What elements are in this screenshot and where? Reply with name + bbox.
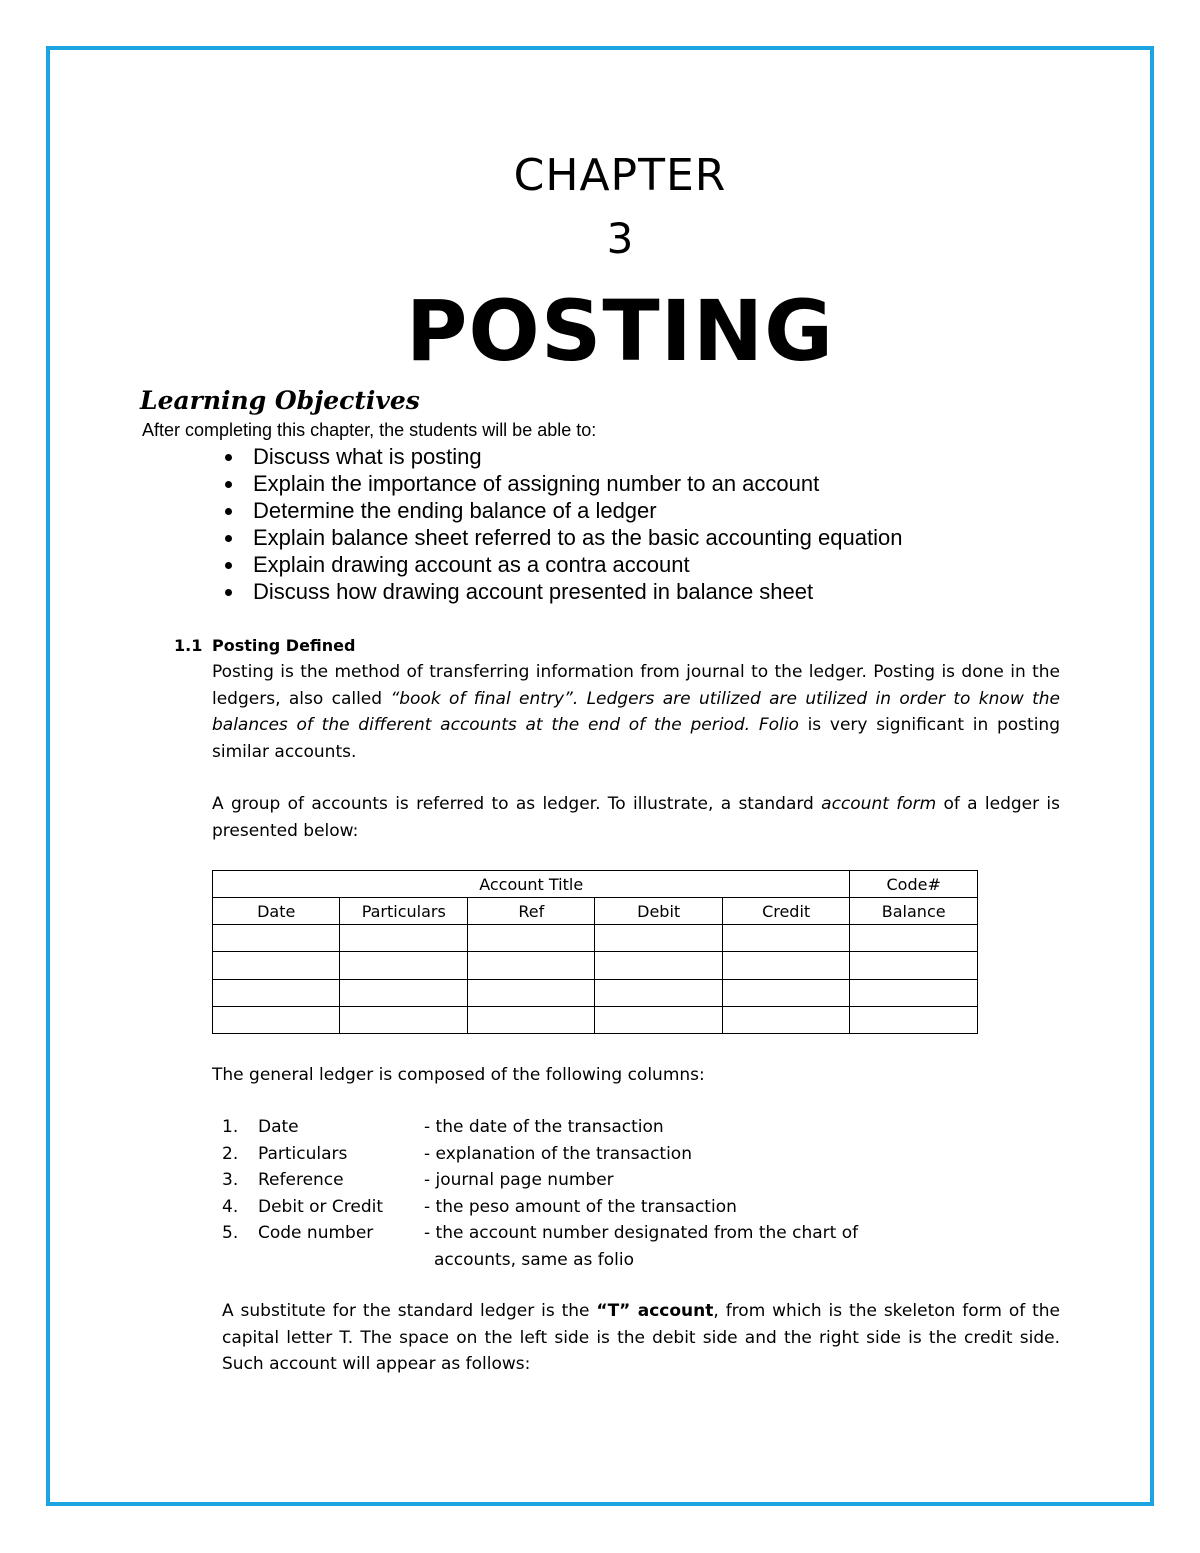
ledger-columns-intro: The general ledger is composed of the following columns: [212,1065,705,1085]
code-cell: Code# [850,871,978,898]
chapter-title: POSTING [405,282,835,380]
para3-text: A substitute for the standard ledger is the [222,1301,597,1321]
list-term: Debit or Credit [258,1196,384,1217]
column-header-ref: Ref [468,898,595,925]
page-border [46,46,1154,1506]
table-row [213,925,978,952]
posting-definition-paragraph [212,659,1060,765]
objective-item: Discuss what is posting [222,443,902,470]
list-term: Reference [258,1170,344,1190]
list-description: - explanation of the transaction [424,1143,692,1164]
objectives-heading: Learning Objectives [140,386,420,415]
column-header-balance: Balance [850,898,978,925]
column-header-credit: Credit [722,898,849,925]
para1-text-end: is very significant in posting similar accounts. [212,715,1060,762]
list-term: Code number [258,1223,374,1243]
para3-text-end: , from which is the skeleton form of the capital letter T. The space on the left side is the debit side and the right side is the credit side. Such account will appear as follows: [222,1301,1061,1374]
column-header-particulars: Particulars [340,898,468,925]
para2-text: A group of accounts is referred to as ledger. To illustrate, a standard [212,794,822,814]
para2-italic-text: account form [821,794,937,814]
objective-item: Determine the ending balance of a ledger [222,497,902,524]
list-number: 3. [222,1170,239,1190]
section-heading [174,636,355,655]
account-title-cell: Account Title [213,871,850,898]
ledger-account-form-table [212,870,978,1034]
list-number: 1. [222,1117,239,1137]
table-column-header-row [213,898,978,925]
objective-item: Discuss how drawing account presented in balance sheet [222,578,902,605]
section-number: 1.1 [174,636,203,655]
chapter-label: CHAPTER [513,150,727,201]
objectives-intro: After completing this chapter, the students will be able to: [142,420,597,440]
column-header-debit: Debit [595,898,722,925]
objectives-list [222,443,902,605]
t-account-paragraph [222,1298,1060,1378]
list-number: 2. [222,1143,239,1164]
list-item [222,1141,858,1168]
column-header-date: Date [213,898,340,925]
list-item [222,1194,858,1221]
list-item [222,1167,858,1194]
ledger-paragraph [212,791,1060,844]
list-item [222,1114,858,1141]
table-row [213,979,978,1006]
table-row [213,1006,978,1033]
list-item-continuation: accounts, same as folio [434,1249,634,1270]
list-term: Particulars [258,1143,348,1164]
para1-text: Posting is the method of transferring information from journal to the ledger. Posting is done in the ledgers, also called [212,662,1060,709]
list-description: - the peso amount of the transaction [424,1196,737,1217]
table-header-row [213,871,978,898]
objective-item: Explain drawing account as a contra account [222,551,902,578]
list-description: - journal page number [424,1170,614,1190]
para2-text-end: of a ledger is presented below: [212,794,1060,841]
objective-item: Explain balance sheet referred to as the basic accounting equation [222,524,902,551]
list-number: 5. [222,1223,239,1243]
section-title: Posting Defined [212,636,356,655]
list-description: - the date of the transaction [424,1117,664,1137]
list-description: - the account number designated from the chart of [424,1223,859,1243]
ledger-columns-list [222,1114,858,1273]
list-term: Date [258,1117,299,1137]
list-item [222,1220,858,1247]
table-row [213,952,978,979]
para1-italic-text: “book of final entry”. Ledgers are utilized are utilized in order to know the balances of the different accounts at the end of the period. Folio [212,688,1060,735]
objective-item: Explain the importance of assigning number to an account [222,470,902,497]
list-number: 4. [222,1196,239,1217]
para3-bold-text: “T” account [596,1301,714,1321]
chapter-number: 3 [606,214,634,263]
